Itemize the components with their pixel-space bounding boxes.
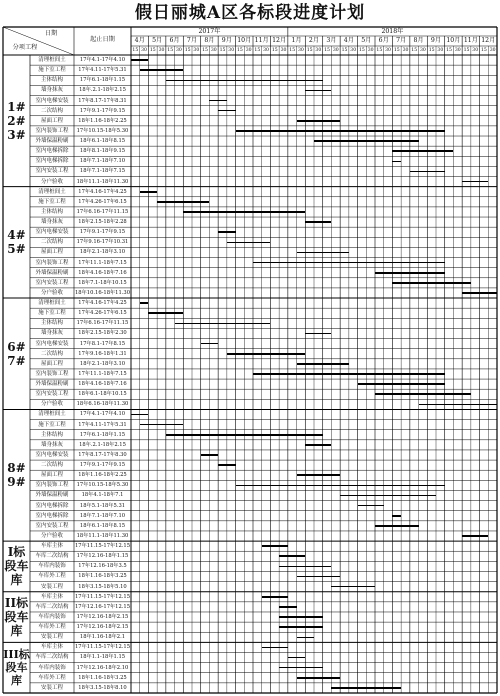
day-tick-label: 30 (210, 48, 217, 53)
task-dates: 18年11.1-18年11.30 (76, 178, 129, 185)
gantt-bar (279, 566, 331, 568)
task-name: 室内安装工程 (35, 168, 69, 175)
task-name: 外墙保温粉刷 (35, 269, 69, 276)
group-label: 6# 7# (7, 339, 26, 368)
day-tick-label: 30 (454, 48, 461, 53)
group-label: 8# 9# (7, 461, 26, 490)
month-label: 3月 (326, 37, 337, 44)
task-dates: 17年12.16-18年1.15 (76, 553, 129, 560)
gantt-bar (305, 90, 331, 92)
task-name: 墙身抹灰 (40, 441, 63, 448)
task-dates: 18年2.1-18年3.10 (79, 249, 126, 256)
month-label: 12月 (481, 37, 496, 44)
task-name: 室内装饰工程 (35, 370, 69, 377)
day-tick-label: 15 (428, 48, 435, 53)
task-name: 室内电梯拆除 (35, 148, 69, 155)
task-dates: 17年12.16-18年3.5 (78, 563, 127, 570)
month-label: 5月 (361, 37, 372, 44)
task-dates: 17年8.1-17年8.15 (79, 340, 126, 347)
task-dates: 18年4.16-18年7.16 (78, 269, 127, 276)
gantt-bar (279, 667, 323, 669)
task-dates: 18年6.1-18年8.15 (79, 138, 126, 145)
task-name: 二次结构 (40, 239, 63, 246)
day-tick-label: 30 (245, 48, 252, 53)
day-tick-label: 15 (341, 48, 348, 53)
task-dates: 17年6.16-17年11.15 (76, 320, 129, 327)
gantt-bar (375, 525, 419, 527)
task-dates: 17年8.17-17年8.30 (78, 451, 127, 458)
task-name: 车库主体 (40, 593, 63, 600)
day-tick-label: 30 (297, 48, 304, 53)
task-name: 施下室工程 (38, 421, 66, 428)
day-tick-label: 15 (132, 48, 139, 53)
task-name: 室内电梯安装 (35, 451, 69, 458)
group-label: II标 段车 库 (4, 596, 29, 639)
day-tick-label: 30 (437, 48, 444, 53)
gantt-bar (297, 576, 341, 578)
day-tick-label: 15 (446, 48, 452, 53)
task-dates: 18年11.1-18年11.30 (76, 532, 129, 539)
task-dates: 17年12.16-18年2.15 (76, 613, 129, 620)
task-name: 施下室工程 (38, 198, 66, 205)
date-column-header: 起止日期 (90, 36, 115, 43)
task-name: 二次结构 (40, 350, 63, 357)
task-name: 清理桩间土 (38, 188, 66, 195)
task-dates: 18年10.16-18年11.30 (75, 289, 131, 296)
task-dates: 17年9.1-17年9.15 (79, 107, 126, 114)
group-label: III标 段车 库 (3, 648, 30, 688)
task-name: 分户验收 (40, 178, 63, 185)
day-tick-label: 30 (419, 48, 426, 53)
task-dates: 17年9.16-18年1.31 (78, 350, 127, 357)
day-tick-label: 15 (376, 48, 383, 53)
month-label: 7月 (186, 37, 198, 44)
task-name: 车库主体 (40, 543, 63, 550)
day-tick-label: 30 (315, 48, 322, 53)
day-tick-label: 30 (193, 48, 200, 53)
gantt-bar (253, 262, 445, 264)
task-dates: 17年11.1-18年7.15 (78, 370, 127, 377)
gantt-bar (279, 606, 296, 608)
task-dates: 17年12.16-18年2.10 (76, 664, 129, 671)
task-name: 车库二次结构 (35, 654, 69, 661)
gantt-bar (140, 69, 184, 71)
task-dates: 18年1.16-18年3.25 (78, 674, 127, 681)
gantt-bar (462, 535, 488, 537)
day-tick-label: 15 (254, 48, 261, 53)
task-name: 外墙保温粉刷 (35, 381, 69, 388)
task-dates: 18年3.15-18年8.10 (78, 684, 127, 691)
month-label: 7月 (396, 37, 407, 44)
gantt-bar (166, 434, 323, 436)
day-tick-label: 15 (219, 48, 226, 53)
task-name: 主体结构 (40, 320, 63, 327)
month-label: 5月 (152, 37, 163, 44)
year-2017-label: 2017年 (198, 28, 221, 35)
gantt-bar (392, 515, 401, 517)
gantt-bar (297, 120, 341, 122)
day-tick-label: 30 (367, 48, 374, 53)
gantt-bar (331, 687, 401, 689)
task-name: 车库外工程 (38, 573, 66, 580)
task-dates: 18年.2.1-18年2.15 (79, 87, 126, 94)
month-label: 10月 (237, 37, 252, 44)
gantt-bar (209, 100, 226, 102)
day-tick-label: 15 (149, 48, 156, 53)
task-dates: 17年10.15-18年5.30 (76, 127, 129, 134)
gantt-bar (297, 252, 349, 254)
gantt-bar (314, 140, 419, 142)
task-dates: 17年9.16-17年10.31 (76, 239, 129, 246)
day-tick-label: 30 (141, 48, 147, 53)
month-label: 6月 (169, 37, 180, 44)
gantt-bar (305, 444, 331, 446)
group-label: 4# 5# (7, 228, 26, 257)
day-tick-label: 15 (167, 48, 174, 53)
task-name: 室内装饰工程 (35, 127, 69, 134)
day-tick-label: 30 (402, 48, 409, 53)
gantt-bar (253, 373, 445, 375)
task-name: 二次结构 (40, 107, 63, 114)
task-name: 车库二次结构 (35, 603, 69, 610)
gantt-bar (279, 626, 323, 628)
gantt-bar (218, 231, 235, 233)
task-name: 分户验收 (40, 401, 63, 408)
task-dates: 17年10.15-18年5.30 (76, 482, 129, 489)
day-tick-label: 15 (324, 48, 330, 53)
gantt-bar (218, 110, 235, 112)
gantt-bar (297, 363, 349, 365)
gantt-bar (410, 171, 445, 173)
corner-date-label: 日期 (44, 30, 58, 37)
gantt-bar (157, 201, 209, 203)
gantt-bar (236, 485, 445, 487)
task-dates: 17年11.1-18年7.15 (78, 259, 127, 266)
task-dates: 17年4.1-17年4.10 (79, 57, 126, 63)
task-dates: 18年5.1-18年5.31 (79, 502, 126, 509)
task-name: 车库内装饰 (38, 563, 66, 570)
task-name: 墙身抹灰 (40, 219, 63, 226)
gantt-bar (358, 383, 445, 385)
task-dates: 17年12.16-18年2.15 (76, 624, 129, 631)
task-name: 施下室工程 (38, 67, 66, 74)
gantt-bar (140, 191, 157, 193)
month-label: 2月 (308, 37, 320, 44)
task-name: 车库内装饰 (38, 664, 66, 671)
group-label: I标 段车 库 (4, 545, 29, 588)
task-name: 室内装饰工程 (35, 482, 69, 489)
task-name: 屋面工程 (40, 360, 63, 367)
gantt-bar (166, 80, 323, 82)
task-name: 清理桩间土 (38, 411, 66, 418)
gantt-bar (262, 647, 288, 649)
task-dates: 17年4.11-17年5.31 (78, 67, 127, 74)
task-name: 室内电梯安装 (35, 229, 69, 236)
task-dates: 17年6.1-18年1.15 (79, 431, 126, 438)
month-label: 10月 (446, 37, 461, 44)
task-name: 屋面工程 (40, 117, 63, 124)
task-dates: 18年4.1-18年7.1 (81, 492, 124, 499)
task-dates: 18年1.16-18年2.25 (78, 472, 127, 479)
task-dates: 17年11.15-17年12.15 (75, 644, 131, 651)
task-name: 施下室工程 (38, 310, 66, 317)
task-name: 车库二次结构 (35, 553, 69, 560)
month-label: 4月 (134, 37, 145, 44)
task-dates: 18年1.1-18年1.15 (79, 654, 126, 661)
task-dates: 18年1.16-18年2.25 (78, 117, 127, 124)
task-name: 室内安装工程 (35, 391, 69, 398)
day-tick-label: 15 (289, 48, 296, 53)
task-name: 分户验收 (40, 289, 63, 296)
month-label: 8月 (413, 37, 424, 44)
gantt-bar (227, 242, 271, 244)
gantt-bar (358, 505, 384, 507)
task-name: 墙身抹灰 (40, 330, 63, 337)
task-name: 安装工程 (40, 634, 63, 641)
day-tick-label: 30 (158, 48, 165, 53)
day-tick-label: 15 (411, 48, 418, 53)
day-tick-label: 15 (236, 48, 243, 53)
item-column-header: 分项工程 (12, 44, 38, 51)
day-tick-label: 30 (472, 48, 479, 53)
gantt-bar (305, 333, 331, 335)
gantt-bar (183, 211, 305, 213)
task-dates: 18年2.1-18年3.10 (79, 360, 126, 367)
task-name: 室内电梯拆除 (35, 512, 69, 519)
task-name: 分户验收 (40, 532, 63, 539)
gantt-bar (392, 282, 470, 284)
day-tick-label: 30 (228, 48, 235, 53)
gantt-bar (218, 464, 235, 466)
gantt-bar (375, 272, 445, 274)
task-name: 室内安装工程 (35, 279, 69, 286)
day-tick-label: 30 (280, 48, 287, 53)
task-dates: 18年7.1-18年10.15 (78, 279, 127, 286)
gantt-bar (331, 586, 375, 588)
day-tick-label: 15 (306, 48, 313, 53)
task-dates: 17年6.16-17年11.15 (76, 208, 129, 215)
task-dates: 18年6.16-18年11.30 (76, 401, 129, 408)
task-dates: 17年6.1-18年1.15 (79, 77, 126, 84)
task-name: 车库外工程 (38, 624, 66, 631)
day-tick-label: 15 (271, 48, 278, 53)
day-tick-label: 30 (385, 48, 391, 53)
gantt-bar (148, 312, 183, 314)
month-label: 4月 (343, 37, 354, 44)
gantt-bar (419, 404, 497, 406)
month-label: 11月 (463, 37, 478, 44)
task-dates: 17年4.11-17年5.31 (78, 421, 127, 428)
gantt-bar (236, 130, 445, 132)
task-dates: 18年7.1-18年7.10 (79, 512, 126, 519)
gantt-bar (279, 616, 323, 618)
gantt-bar (297, 474, 341, 476)
gantt-bar (392, 161, 401, 163)
task-name: 车库内装饰 (38, 613, 66, 620)
day-tick-label: 30 (489, 48, 496, 53)
task-dates: 17年4.26-17年6.15 (78, 198, 127, 205)
task-name: 墙身抹灰 (40, 87, 63, 94)
month-label: 9月 (430, 37, 442, 44)
month-label: 1月 (291, 37, 302, 44)
day-tick-label: 15 (202, 48, 208, 53)
gantt-bar (262, 596, 288, 598)
gantt-bar (201, 454, 218, 456)
task-name: 主体结构 (40, 77, 63, 84)
task-name: 主体结构 (40, 208, 63, 215)
task-dates: 18年1.16-18年3.25 (78, 573, 127, 580)
gantt-bar (201, 343, 218, 345)
task-dates: 18年6.1-18年10.15 (78, 391, 127, 398)
gantt-bar (140, 424, 184, 426)
task-dates: 18年7.1-18年7.15 (79, 168, 126, 175)
gantt-bar (297, 637, 314, 639)
day-tick-label: 15 (393, 48, 400, 53)
gantt-bar (297, 677, 341, 679)
gantt-bar (227, 353, 305, 355)
day-tick-label: 30 (332, 48, 339, 53)
day-tick-label: 15 (184, 48, 191, 53)
task-dates: 17年4.16-17年4.25 (78, 300, 127, 307)
day-tick-label: 15 (463, 48, 470, 53)
task-name: 二次结构 (40, 462, 63, 469)
month-label: 9月 (221, 37, 232, 44)
task-name: 外墙保温粉刷 (35, 492, 69, 499)
task-dates: 17年11.15-17年12.15 (75, 543, 131, 550)
task-dates: 17年11.15-17年12.15 (75, 593, 131, 600)
gantt-bar (131, 59, 148, 61)
task-name: 外墙保温粉刷 (35, 138, 69, 145)
gantt-bar (279, 555, 305, 557)
task-name: 车库外工程 (38, 674, 66, 681)
gantt-bar (262, 545, 288, 547)
month-label: 6月 (378, 37, 389, 44)
gantt-bar (392, 150, 453, 152)
task-name: 清理桩间土 (38, 57, 66, 63)
task-dates: 18年2.15-18年2.30 (78, 330, 127, 337)
task-dates: 17年4.16-17年4.25 (78, 188, 127, 195)
day-tick-label: 30 (350, 48, 357, 53)
month-label: 8月 (204, 37, 215, 44)
gantt-bar (175, 323, 271, 325)
task-dates: 18年4.16-18年7.16 (78, 381, 127, 388)
group-label: 1# 2# 3# (7, 99, 26, 142)
task-name: 室内电梯拆除 (35, 158, 69, 165)
task-dates: 17年12.16-17年12.15 (75, 603, 131, 610)
task-dates: 18年8.1-18年9.15 (79, 148, 126, 155)
task-name: 主体结构 (40, 431, 63, 438)
task-dates: 18年2.15-18年2.28 (78, 219, 127, 226)
task-name: 屋面工程 (40, 472, 63, 479)
gantt-bar (340, 495, 436, 497)
task-name: 室内电梯安装 (35, 340, 69, 347)
gantt-bar (462, 181, 488, 183)
task-name: 屋面工程 (40, 249, 63, 256)
task-name: 室内电梯拆除 (35, 502, 69, 509)
month-label: 11月 (254, 37, 269, 44)
task-dates: 18年7.1-18年7.10 (79, 158, 126, 165)
task-name: 室内装饰工程 (35, 259, 69, 266)
task-dates: 18年6.1-18年8.15 (79, 522, 126, 529)
task-dates: 17年9.1-17年9.15 (79, 462, 126, 469)
day-tick-label: 15 (480, 48, 487, 53)
gantt-bar (131, 414, 148, 416)
task-dates: 17年9.1-17年9.15 (79, 229, 126, 236)
task-dates: 18年.2.1-18年2.15 (79, 441, 126, 448)
task-name: 安装工程 (40, 684, 63, 691)
task-name: 清理桩间土 (38, 300, 66, 307)
day-tick-label: 30 (175, 48, 182, 53)
page-title: 假日丽城A区各标段进度计划 (134, 3, 366, 23)
task-name: 室内电梯安装 (35, 97, 69, 104)
task-dates: 18年1.16-18年2.1 (79, 634, 126, 641)
gantt-bar (140, 302, 149, 304)
gantt-bar (305, 221, 331, 223)
task-dates: 18年3.15-18年5.10 (78, 583, 127, 590)
day-tick-label: 15 (358, 48, 365, 53)
gantt-bar (462, 292, 497, 294)
day-tick-label: 30 (263, 48, 269, 53)
task-name: 车库主体 (40, 644, 63, 651)
task-name: 室内安装工程 (35, 522, 69, 529)
year-2018-label: 2018年 (381, 28, 404, 35)
month-label: 12月 (272, 37, 287, 44)
task-dates: 17年4.1-17年4.10 (79, 411, 126, 418)
gantt-bar (375, 393, 471, 395)
gantt-bar (288, 657, 305, 659)
task-dates: 17年4.26-17年6.15 (78, 310, 127, 317)
task-dates: 17年8.17-17年8.31 (78, 97, 127, 104)
task-name: 安装工程 (40, 583, 63, 590)
